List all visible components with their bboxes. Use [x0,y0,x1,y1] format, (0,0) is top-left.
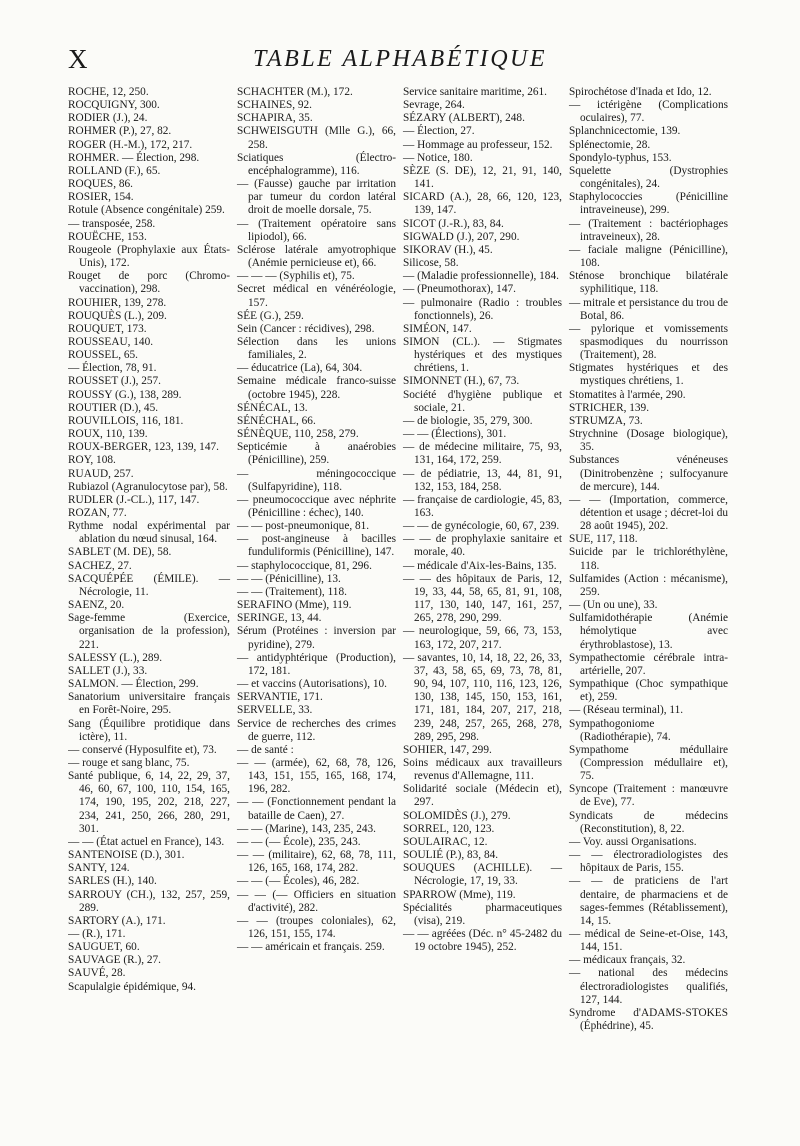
index-entry: Syndicats de médecins (Reconstitution), 8, 22. [569,809,728,835]
index-entry: ROUX-BERGER, 123, 139, 147. [68,441,219,454]
index-entry: Sympathome médullaire (Compression médullaire et), 75. [569,743,728,783]
index-entry: — — de gynécologie, 60, 67, 239. [403,520,560,533]
index-entry: SIGWALD (J.), 207, 290. [403,230,520,243]
index-entry: Suicide par le trichloréthylène, 118. [569,546,728,572]
index-entry: — neurologique, 59, 66, 73, 153, 163, 172, 207, 217. [403,625,562,651]
index-entry: SALLET (J.), 33. [68,664,148,677]
index-entry: Sympathique (Choc sympathique et), 259. [569,678,728,704]
index-entry: Sténose bronchique bilatérale syphilitique, 118. [569,270,728,296]
index-entry: SÈZE (S. DE), 12, 21, 91, 140, 141. [403,164,562,191]
index-entry: SIKORAV (H.), 45. [403,243,493,256]
index-entry: — — (Traitement), 118. [237,585,347,598]
index-entry: — faciale maligne (Pénicilline), 108. [569,243,728,270]
index-entry: SIMON (CL.). — Stigmates hystériques et des mystiques chrétiens, 1. [403,335,562,375]
index-entry: ROHMER (P.), 27, 82. [68,125,172,138]
index-entry: Sciatiques (Électro-encéphalogramme), 116. [237,151,396,177]
index-entry: — de pédiatrie, 13, 44, 81, 91, 132, 153, 184, 258. [403,467,562,493]
index-entry: — (Réseau terminal), 11. [569,704,684,717]
index-entry: — — (— École), 235, 243. [237,835,361,848]
index-entry: Sérum (Protéines : inversion par pyridine), 279. [237,625,396,651]
index-entry: — — agréées (Déc. n° 45-2482 du 19 octobre 1945), 252. [403,928,562,954]
index-entry: SÉNÈQUE, 110, 258, 279. [237,428,359,441]
index-entry: SCHWEISGUTH (Mlle G.), 66, 258. [237,125,396,151]
index-entry: — — (Importation, commerce, détention et usage ; décret-loi du 28 août 1945), 202. [569,493,728,533]
index-entry: — pylorique et vomissements spasmodiques du nourrisson (Traitement), 28. [569,322,728,362]
index-entry: Sulfamides (Action : mécanisme), 259. [569,572,728,598]
index-entry: — méningococcique (Sulfapyridine), 118. [237,467,396,493]
index-entry: Sang (Équilibre protidique dans ictère), 11. [68,717,230,743]
index-entry: SAENZ, 20. [68,599,125,612]
index-entry: SCHAPIRA, 35. [237,112,313,125]
index-entry: Soins médicaux aux travailleurs revenus d'Allemagne, 111. [403,756,562,783]
index-entry: SOUQUES (ACHILLE). — Nécrologie, 17, 19, 33. [403,862,562,888]
index-entry: — française de cardiologie, 45, 83, 163. [403,493,562,519]
index-entry: STRICHER, 139. [569,401,650,414]
index-entry: Spondylo-typhus, 153. [569,151,672,164]
index-entry: SUE, 117, 118. [569,533,638,546]
index-entry: — et vaccins (Autorisations), 10. [237,678,387,691]
index-entry: SERINGE, 13, 44. [237,612,322,625]
index-entry: — pneumococcique avec néphrite (Pénicilline : échec), 140. [237,493,396,519]
index-entry: ROUSSEL, 65. [68,349,138,362]
index-entry: Staphylococcies (Pénicilline intraveineuse), 299. [569,191,728,217]
index-entry: — — (armée), 62, 68, 78, 126, 143, 151, 155, 165, 168, 174, 196, 282. [237,756,396,796]
index-entry: SACQUÉPÉE (ÉMILE). — Nécrologie, 11. [68,572,230,598]
index-entry: ROCHE, 12, 250. [68,86,149,98]
index-entry: Santé publique, 6, 14, 22, 29, 37, 46, 60, 67, 100, 110, 154, 165, 174, 190, 195, 202, 218, 227, 234, 241, 250, 266, 280, 291, 301. [68,770,230,835]
index-entry: SALESSY (L.), 289. [68,651,163,664]
index-entry: RUDLER (J.-CL.), 117, 147. [68,493,200,506]
index-entry: — (Traitement : bactériophages intraveineux), 28. [569,217,728,243]
index-entry: SABLET (M. DE), 58. [68,546,172,559]
index-entry: Sélection dans les unions familiales, 2. [237,335,396,362]
index-entry: — — (troupes coloniales), 62, 126, 151, 155, 174. [237,914,396,940]
index-entry: SIMONNET (H.), 67, 73. [403,375,520,388]
index-entry: RUAUD, 257. [68,467,134,480]
index-entry: SOHIER, 147, 299. [403,743,492,756]
index-entry: Septicémie à anaérobies (Pénicilline), 259. [237,441,396,467]
index-entry: Sympathectomie cérébrale intra-artérielle, 207. [569,651,728,677]
index-entry: SÉNÉCHAL, 66. [237,414,316,427]
index-entry: ROLLAND (F.), 65. [68,164,161,177]
index-entry: — — (— Écoles), 46, 282. [237,875,360,888]
index-entry: — transposée, 258. [68,217,156,230]
index-entry: — — (État actuel en France), 143. [68,835,225,848]
index-entry: ROUHIER, 139, 278. [68,296,167,309]
index-entry: — national des médecins électroradiologistes qualifiés, 127, 144. [569,967,728,1006]
index-column-4 [566,86,732,1126]
index-entry: SAUGUET, 60. [68,941,140,954]
index-entry: — ictérigène (Complications oculaires), 77. [569,99,728,125]
index-entry: ROCQUIGNY, 300. [68,99,160,112]
index-entry: ROGER (H.-M.), 172, 217. [68,138,193,151]
index-entry: — savantes, 10, 14, 18, 22, 26, 33, 37, 43, 58, 65, 69, 73, 78, 81, 90, 94, 107, 110, 116, 123, 126, 130, 138, 145, 150, 153, 161, 171, 181, 184, 207, 217, 218, 239, 248, 257, 265, 268, 278, 289, 295, 298. [403,651,562,743]
index-entry: Syncope (Traitement : manœuvre de Eve), 77. [569,783,728,809]
index-entry: — Voy. aussi Organisations. [569,835,697,848]
index-entry: SANTY, 124. [68,862,130,875]
index-entry: — post-angineuse à bacilles funduliformis (Pénicilline), 147. [237,533,396,559]
page-title: TABLE ALPHABÉTIQUE [252,46,548,72]
index-entry: — antidyphtérique (Production), 172, 181. [237,651,396,677]
index-entry: ROUËCHE, 153. [68,230,147,243]
index-entry: Stomatites à l'armée, 290. [569,388,686,401]
index-entry: — rouge et sang blanc, 75. [68,756,190,769]
index-columns [68,86,732,1126]
index-entry: Splénectomie, 28. [569,138,651,151]
index-entry: SAUVÉ, 28. [68,967,126,980]
index-entry: SOULIÉ (P.), 83, 84. [403,849,499,862]
index-entry: Squelette (Dystrophies congénitales), 24. [569,164,728,191]
index-entry: Rotule (Absence congénitale) 259. [68,204,225,217]
index-entry: SALMON. — Élection, 299. [68,678,199,691]
index-entry: SARLES (H.), 140. [68,875,157,888]
index-entry: — éducatrice (La), 64, 304. [237,362,363,375]
index-entry: — (Traitement opératoire sans lipiodol), 66. [237,217,396,243]
index-entry: Service sanitaire maritime, 261. [403,86,547,98]
index-entry: — conservé (Hyposulfite et), 73. [68,743,217,756]
index-entry: ROUSSY (G.), 138, 289. [68,388,182,401]
index-entry: ROUTIER (D.), 45. [68,401,159,414]
index-entry: Splanchnicectomie, 139. [569,125,681,138]
index-entry: — médicaux français, 32. [569,954,686,967]
index-entry: Semaine médicale franco-suisse (octobre 1945), 228. [237,375,396,401]
index-entry: — — (— Officiers en situation d'activité), 282. [237,888,396,914]
index-entry: Service de recherches des crimes de guerre, 112. [237,717,396,743]
index-entry: Rouget de porc (Chromo-vaccination), 298. [68,270,230,296]
index-entry: — (Fausse) gauche par irritation par tumeur du cordon latéral droit de moelle dorsale, 75. [237,178,396,217]
index-entry: SAUVAGE (R.), 27. [68,954,161,967]
index-entry: — médical de Seine-et-Oise, 143, 144, 151. [569,928,728,954]
index-entry: Sevrage, 264. [403,99,465,112]
index-entry: — — américain et français. 259. [237,941,385,954]
index-entry: — médicale d'Aix-les-Bains, 135. [403,559,557,572]
index-entry: Stigmates hystériques et des mystiques chrétiens, 1. [569,362,728,388]
index-entry: — — (militaire), 62, 68, 78, 111, 126, 165, 168, 174, 282. [237,849,396,875]
index-entry: Spécialités pharmaceutiques (visa), 219. [403,901,562,927]
index-entry: — — (Élections), 301. [403,428,507,441]
index-entry: SICOT (J.-R.), 83, 84. [403,217,504,230]
index-entry: ROUX, 110, 139. [68,428,148,441]
index-entry: — de biologie, 35, 279, 300. [403,414,533,427]
index-entry: ROUSSEAU, 140. [68,335,154,348]
index-entry: — — (Marine), 143, 235, 243. [237,822,376,835]
index-column-3 [400,86,566,1126]
index-entry: SICARD (A.), 28, 66, 120, 123, 139, 147. [403,191,562,217]
index-entry: Syndrome d'ADAMS-STOKES (Éphédrine), 45. [569,1006,728,1033]
index-entry: SACHEZ, 27. [68,559,132,572]
index-entry: SCHACHTER (M.), 172. [237,86,353,98]
index-entry: SERAFINO (Mme), 119. [237,599,352,612]
index-entry: — — de praticiens de l'art dentaire, de pharmaciens et de sages-femmes (Rétablissement), 14, 15. [569,875,728,927]
index-entry: — mitrale et persistance du trou de Botal, 86. [569,296,728,322]
index-entry: — de médecine militaire, 75, 93, 131, 164, 172, 259. [403,441,562,467]
index-entry: — — (Fonctionnement pendant la bataille de Caen), 27. [237,796,396,822]
index-entry: — — électroradiologistes des hôpitaux de Paris, 155. [569,849,728,875]
index-entry: SIMÉON, 147. [403,322,472,335]
index-entry: ROUQUET, 173. [68,322,147,335]
index-entry: Solidarité sociale (Médecin et), 297. [403,783,562,809]
index-entry: ROQUES, 86. [68,178,133,191]
index-entry: — pulmonaire (Radio : troubles fonctionnels), 26. [403,296,562,322]
index-entry: SARTORY (A.), 171. [68,914,166,927]
index-entry: Sclérose latérale amyotrophique (Anémie pernicieuse et), 66. [237,243,396,270]
index-entry: Spirochétose d'Inada et Ido, 12. [569,86,712,98]
index-entry: SERVANTIE, 171. [237,691,323,704]
index-entry: SORREL, 120, 123. [403,822,495,835]
index-entry: — staphylococcique, 81, 296. [237,559,372,572]
index-entry: ROUVILLOIS, 116, 181. [68,414,184,427]
index-entry: — Élection, 78, 91. [68,362,157,375]
index-entry: Substances vénéneuses (Dinitrobenzène ; sulfocyanure de mercure), 144. [569,454,728,493]
index-entry: SÉNÉCAL, 13. [237,401,308,414]
index-entry: — Élection, 27. [403,125,475,138]
page-number: X [68,44,89,74]
index-entry: Rubiazol (Agranulocytose par), 58. [68,480,228,493]
index-entry: ROZAN, 77. [68,507,127,519]
index-entry: — Hommage au professeur, 152. [403,138,553,151]
index-entry: ROY, 108. [68,454,116,467]
index-entry: SÉZARY (ALBERT), 248. [403,112,525,125]
index-entry: Silicose, 58. [403,257,459,270]
index-entry: — (R.), 171. [68,928,126,940]
index-entry: ROSIER, 154. [68,191,134,204]
index-entry: — (Maladie professionnelle), 184. [403,270,559,283]
index-entry: SANTENOISE (D.), 301. [68,849,185,862]
index-entry: ROUQUÈS (L.), 209. [68,309,167,322]
index-column-2 [234,86,400,1126]
index-entry: Rythme nodal expérimental par ablation du nœud sinusal, 164. [68,520,230,546]
index-entry: Sein (Cancer : récidives), 298. [237,322,375,335]
index-entry: Rougeole (Prophylaxie aux États-Unis), 172. [68,243,230,270]
index-column-1 [68,86,234,1126]
index-entry: SPARROW (Mme), 119. [403,888,516,901]
index-entry: SERVELLE, 33. [237,704,313,717]
index-entry: SCHAINES, 92. [237,99,313,112]
index-entry: Scapulalgie épidémique, 94. [68,980,196,993]
index-entry: — (Pneumothorax), 147. [403,283,516,296]
index-entry: SOLOMIDÈS (J.), 279. [403,809,511,822]
index-entry: Sympathogoniome (Radiothérapie), 74. [569,717,671,743]
index-entry: ROUSSET (J.), 257. [68,375,162,388]
index-entry: — — (Pénicilline), 13. [237,572,341,585]
index-entry: Sanatorium universitaire français en Forêt-Noire, 295. [68,691,230,717]
index-entry: — — des hôpitaux de Paris, 12, 19, 33, 44, 58, 65, 81, 91, 108, 117, 130, 140, 147, 161, 257, 265, 278, 290, 299. [403,572,562,625]
index-entry: — (Un ou une), 33. [569,599,658,612]
index-entry: RODIER (J.), 24. [68,112,148,125]
index-entry: — Notice, 180. [403,151,473,164]
index-entry: SARROUY (CH.), 132, 257, 259, 289. [68,888,230,914]
index-entry: SOULAIRAC, 12. [403,835,488,848]
index-entry: Sage-femme (Exercice, organisation de la profession), 221. [68,612,230,651]
index-entry: — de santé : [237,743,294,756]
index-entry: — — de prophylaxie sanitaire et morale, 40. [403,533,562,559]
index-entry: Sulfamidothérapie (Anémie hémolytique avec érythroblastose), 13. [569,612,728,651]
index-entry: Secret médical en vénéréologie, 157. [237,283,396,309]
index-entry: SÉE (G.), 259. [237,309,304,322]
index-entry: Société d'hygiène publique et sociale, 21. [403,388,562,414]
index-entry: — — post-pneumonique, 81. [237,520,370,533]
index-entry: Strychnine (Dosage biologique), 35. [569,428,728,454]
index-entry: STRUMZA, 73. [569,414,643,427]
index-entry: — — — (Syphilis et), 75. [237,270,355,283]
index-entry: ROHMER. — Élection, 298. [68,151,200,164]
